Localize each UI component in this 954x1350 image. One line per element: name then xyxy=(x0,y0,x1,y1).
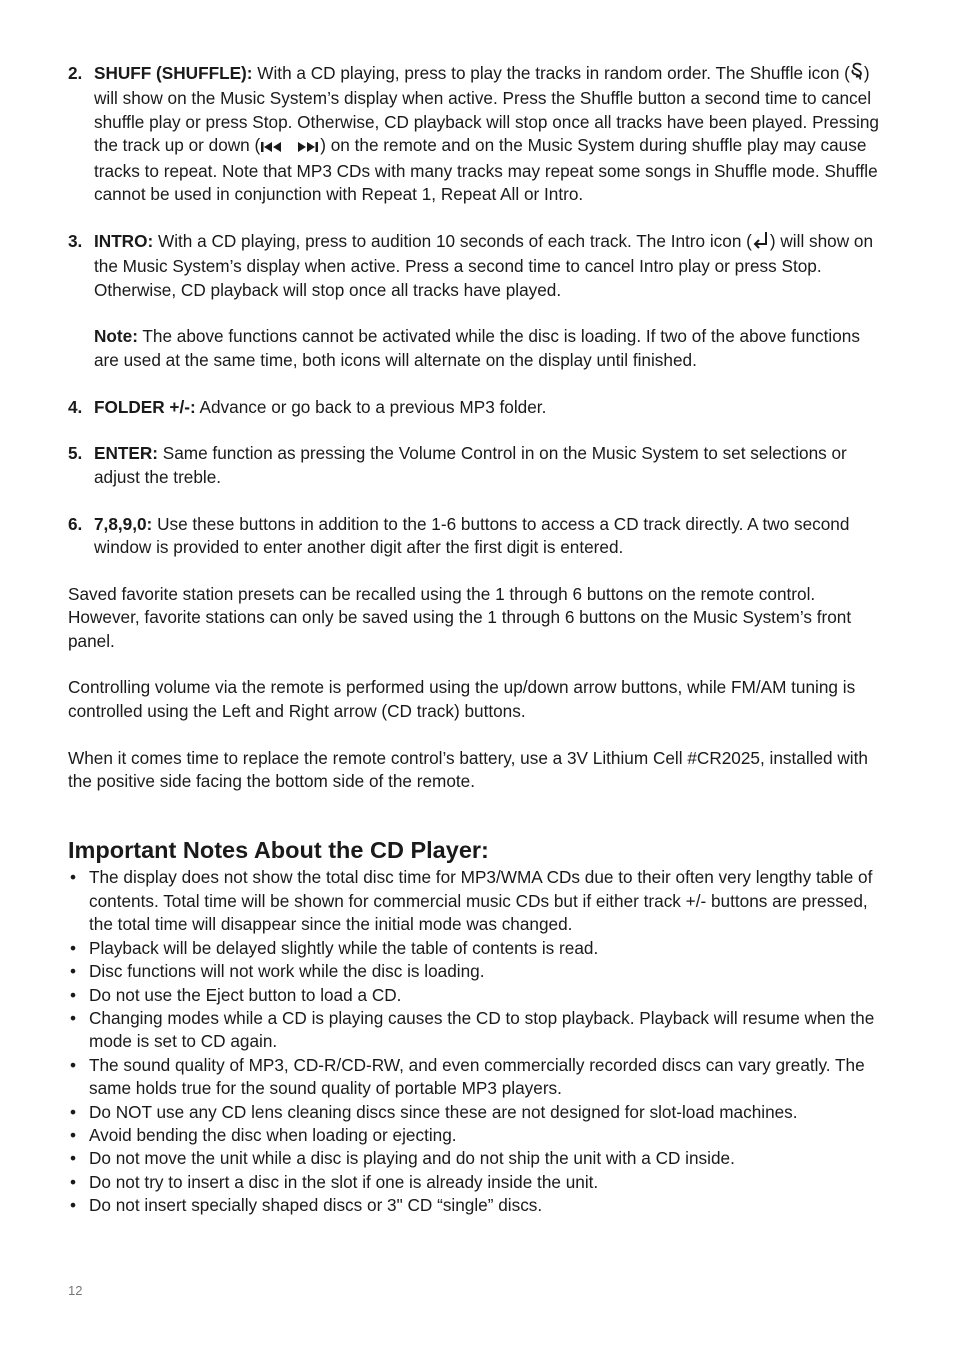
list-item xyxy=(68,1007,880,1054)
item-intro xyxy=(68,230,880,302)
item-number: 6. xyxy=(68,513,83,534)
bullet-marker: • xyxy=(70,1171,77,1192)
item-text: ) on the remote and on the Music System during shuffle play may cause tracks to repeat. Note that MP3 CDs with many tracks may repeat some songs in Shuffle mode. Shuffle cannot be used in conjunction with Repeat 1, Repeat All or Intro. xyxy=(94,135,878,205)
notes-list xyxy=(68,866,880,1217)
section-heading: Important Notes About the CD Player: xyxy=(68,837,489,864)
paragraph-battery: When it comes time to replace the remote control’s battery, use a 3V Lithium Cell #CR2025, installed with the positive side facing the bottom side of the remote. xyxy=(68,747,868,792)
list-item-text: Disc functions will not work while the disc is loading. xyxy=(89,961,485,982)
bullet-marker: • xyxy=(70,1148,77,1169)
paragraph-volume: Controlling volume via the remote is performed using the up/down arrow buttons, while FM/AM tuning is controlled using the Left and Right arrow (CD track) buttons. xyxy=(68,677,856,721)
paragraph-presets: Saved favorite station presets can be recalled using the 1 through 6 buttons on the remote control. However, favorite stations can only be saved using the 1 through 6 buttons on the Music System’s front panel. xyxy=(68,583,852,651)
list-item-text: Changing modes while a CD is playing causes the CD to stop playback. Playback will resume when the mode is set to CD again. xyxy=(89,1007,875,1052)
shuffle-icon xyxy=(850,62,864,87)
item-text: Same function as pressing the Volume Control in on the Music System to set selections or adjust the treble. xyxy=(94,443,847,487)
item-text: With a CD playing, press to play the tracks in random order. The Shuffle icon ( xyxy=(252,63,850,83)
list-item xyxy=(68,1147,880,1170)
item-term: INTRO: xyxy=(94,230,154,251)
item-folder xyxy=(68,396,880,419)
list-item xyxy=(68,1054,880,1101)
item-text: With a CD playing, press to audition 10 seconds of each track. The Intro icon ( xyxy=(153,230,752,251)
bullet-marker: • xyxy=(70,1195,77,1216)
list-item-text: Playback will be delayed slightly while the table of contents is read. xyxy=(89,937,599,958)
list-item xyxy=(68,984,880,1007)
item-text: ) will show on the Music System’s display when active. Press a second time to cancel Intro play or press Stop. Otherwise, CD playback will stop once all tracks have played. xyxy=(94,230,874,300)
item-enter xyxy=(68,442,880,489)
list-item-text: Do NOT use any CD lens cleaning discs since these are not designed for slot-load machines. xyxy=(89,1101,798,1122)
item-number: 4. xyxy=(68,396,83,417)
list-item xyxy=(68,960,880,983)
note-label: Note: xyxy=(94,326,138,347)
list-item-text: Avoid bending the disc when loading or ejecting. xyxy=(89,1124,457,1145)
list-item-text: The sound quality of MP3, CD-R/CD-RW, and even commercially recorded discs can vary greatly. The same holds true for the sound quality of portable MP3 players. xyxy=(89,1054,865,1099)
bullet-marker: • xyxy=(70,961,77,982)
intro-icon xyxy=(752,231,770,255)
list-item xyxy=(68,1194,880,1217)
track-forward-icon xyxy=(296,136,320,159)
list-item xyxy=(68,866,880,936)
item-digits xyxy=(68,513,880,560)
list-item xyxy=(68,937,880,960)
bullet-marker: • xyxy=(70,1124,77,1145)
item-number: 3. xyxy=(68,230,83,251)
item-number: 5. xyxy=(68,443,83,464)
bullet-marker: • xyxy=(70,1007,77,1028)
item-text: Use these buttons in addition to the 1-6 buttons to access a CD track directly. A two second window is provided to enter another digit after the first digit is entered. xyxy=(94,513,850,558)
note-block xyxy=(68,325,880,372)
item-term: 7,8,9,0: xyxy=(94,513,153,534)
bullet-marker: • xyxy=(70,984,77,1005)
list-item-text: Do not insert specially shaped discs or 3" CD “single” discs. xyxy=(89,1195,543,1216)
list-item xyxy=(68,1171,880,1194)
list-item xyxy=(68,1101,880,1124)
list-item-text: Do not use the Eject button to load a CD. xyxy=(89,984,402,1005)
item-term: SHUFF (SHUFFLE): xyxy=(94,63,253,83)
item-number: 2. xyxy=(68,63,83,83)
bullet-marker: • xyxy=(70,1101,77,1122)
track-back-icon xyxy=(260,136,284,159)
item-text: ) will show on the Music System’s display when active. Press the Shuffle button a second time to cancel shuffle play or press Stop. Otherwise, CD playback will stop once all tracks have been played. Pressing the track up or down ( xyxy=(94,63,879,156)
list-item-text: Do not try to insert a disc in the slot if one is already inside the unit. xyxy=(89,1171,599,1192)
page-content xyxy=(68,62,880,1218)
bullet-marker: • xyxy=(70,1054,77,1075)
list-item-text: Do not move the unit while a disc is playing and do not ship the unit with a CD inside. xyxy=(89,1148,735,1169)
note-text: The above functions cannot be activated while the disc is loading. If two of the above functions are used at the same time, both icons will alternate on the display until finished. xyxy=(94,326,860,370)
page-number: 12 xyxy=(68,1283,83,1298)
item-shuffle xyxy=(68,62,880,206)
list-item-text: The display does not show the total disc time for MP3/WMA CDs due to their often very lengthy table of contents. Total time will be shown for commercial music CDs but if either track +/- buttons are pressed, the total time will disappear since the initial mode was changed. xyxy=(89,867,873,935)
bullet-marker: • xyxy=(70,867,77,888)
bullet-marker: • xyxy=(70,937,77,958)
item-term: FOLDER +/-: xyxy=(94,396,196,417)
item-text: Advance or go back to a previous MP3 folder. xyxy=(195,396,547,417)
item-term: ENTER: xyxy=(94,443,158,464)
list-item xyxy=(68,1124,880,1147)
